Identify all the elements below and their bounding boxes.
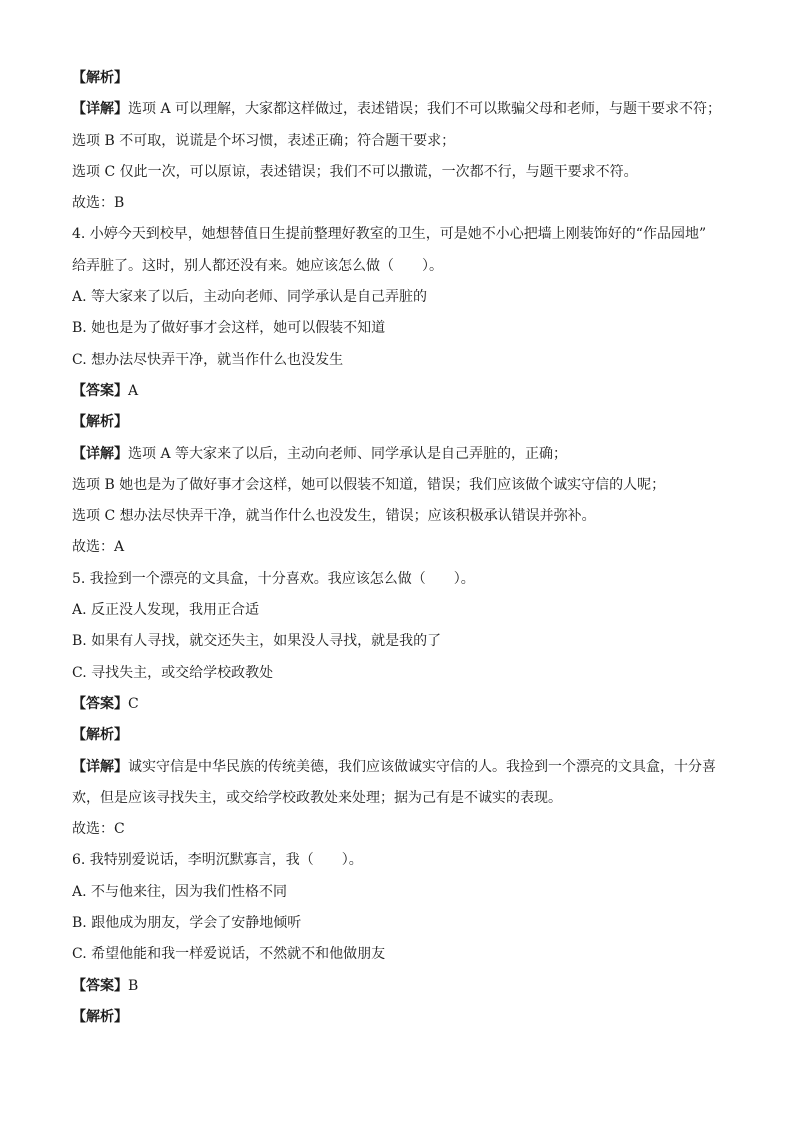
line-text: 选项 C 想办法尽快弄干净，就当作什么也没发生，错误；应该积极承认错误并弥补。 bbox=[72, 508, 596, 525]
text-line bbox=[72, 971, 752, 1002]
text-line bbox=[72, 845, 752, 876]
text-line bbox=[72, 1002, 752, 1033]
text-line bbox=[72, 439, 752, 470]
text-line bbox=[72, 814, 752, 845]
line-text: 4. 小婷今天到校早，她想替值日生提前整理好教室的卫生，可是她不小心把墙上刚装饰好的“作品园地” bbox=[72, 226, 707, 243]
line-text: 给弄脏了。这时，别人都还没有来。她应该怎么做（ ）。 bbox=[72, 257, 443, 274]
text-line bbox=[72, 188, 752, 219]
text-line bbox=[72, 94, 752, 125]
line-text: 选项 A 可以理解，大家都这样做过，表述错误；我们不可以欺骗父母和老师，与题干要求不符； bbox=[128, 101, 722, 118]
line-text: 选项 C 仅此一次，可以原谅，表述错误；我们不可以撒谎，一次都不行，与题干要求不符。 bbox=[72, 163, 638, 180]
text-line bbox=[72, 939, 752, 970]
text-line bbox=[72, 219, 752, 250]
line-text: C. 希望他能和我一样爱说话，不然就不和他做朋友 bbox=[72, 946, 386, 963]
text-line bbox=[72, 407, 752, 438]
text-line bbox=[72, 564, 752, 595]
line-text: 选项 A 等大家来了以后，主动向老师、同学承认是自己弄脏的，正确； bbox=[128, 445, 568, 462]
text-line bbox=[72, 689, 752, 720]
text-line bbox=[72, 126, 752, 157]
line-text: A bbox=[128, 382, 139, 399]
section-tag: 【解析】 bbox=[72, 727, 128, 744]
line-text: B. 跟他成为朋友，学会了安静地倾听 bbox=[72, 915, 302, 932]
section-tag: 【解析】 bbox=[72, 1008, 128, 1025]
line-text: 故选：C bbox=[72, 821, 125, 838]
text-line bbox=[72, 376, 752, 407]
document-page bbox=[72, 63, 752, 1033]
section-tag: 【详解】 bbox=[72, 101, 128, 118]
section-tag: 【答案】 bbox=[72, 695, 128, 712]
section-tag: 【详解】 bbox=[72, 445, 128, 462]
text-line bbox=[72, 345, 752, 376]
text-line bbox=[72, 877, 752, 908]
line-text: A. 反正没人发现，我用正合适 bbox=[72, 602, 260, 619]
text-line bbox=[72, 282, 752, 313]
line-text: 选项 B 不可取，说谎是个坏习惯，表述正确；符合题干要求； bbox=[72, 132, 456, 149]
line-text: C. 寻找失主，或交给学校政教处 bbox=[72, 664, 274, 681]
line-text: 诚实守信是中华民族的传统美德，我们应该做诚实守信的人。我捡到一个漂亮的文具盒，十分喜 bbox=[128, 758, 716, 775]
text-line bbox=[72, 595, 752, 626]
line-text: C. 想办法尽快弄干净，就当作什么也没发生 bbox=[72, 351, 344, 368]
text-line bbox=[72, 63, 752, 94]
section-tag: 【解析】 bbox=[72, 414, 128, 431]
line-text: 选项 B 她也是为了做好事才会这样，她可以假装不知道，错误；我们应该做个诚实守信的人呢； bbox=[72, 476, 666, 493]
text-line bbox=[72, 313, 752, 344]
text-line bbox=[72, 783, 752, 814]
text-line bbox=[72, 251, 752, 282]
text-line bbox=[72, 626, 752, 657]
text-line bbox=[72, 720, 752, 751]
line-text: B. 如果有人寻找，就交还失主，如果没人寻找，就是我的了 bbox=[72, 633, 442, 650]
line-text: 故选：A bbox=[72, 539, 125, 556]
line-text: C bbox=[128, 695, 139, 712]
section-tag: 【详解】 bbox=[72, 758, 128, 775]
line-text: 5. 我捡到一个漂亮的文具盒，十分喜欢。我应该怎么做（ ）。 bbox=[72, 570, 475, 587]
line-text: A. 等大家来了以后，主动向老师、同学承认是自己弄脏的 bbox=[72, 289, 428, 306]
section-tag: 【答案】 bbox=[72, 977, 128, 994]
line-text: B. 她也是为了做好事才会这样，她可以假装不知道 bbox=[72, 320, 386, 337]
line-text: A. 不与他来往，因为我们性格不同 bbox=[72, 883, 288, 900]
text-line bbox=[72, 470, 752, 501]
line-text: B bbox=[128, 977, 139, 994]
line-text: 6. 我特别爱说话，李明沉默寡言，我（ ）。 bbox=[72, 852, 363, 869]
line-text: 欢，但是应该寻找失主，或交给学校政教处来处理；据为己有是不诚实的表现。 bbox=[72, 789, 562, 806]
section-tag: 【解析】 bbox=[72, 70, 128, 86]
text-line bbox=[72, 157, 752, 188]
text-line bbox=[72, 752, 752, 783]
line-text: 故选：B bbox=[72, 195, 125, 212]
text-line bbox=[72, 501, 752, 532]
text-line bbox=[72, 658, 752, 689]
text-line bbox=[72, 532, 752, 563]
section-tag: 【答案】 bbox=[72, 382, 128, 399]
text-line bbox=[72, 908, 752, 939]
